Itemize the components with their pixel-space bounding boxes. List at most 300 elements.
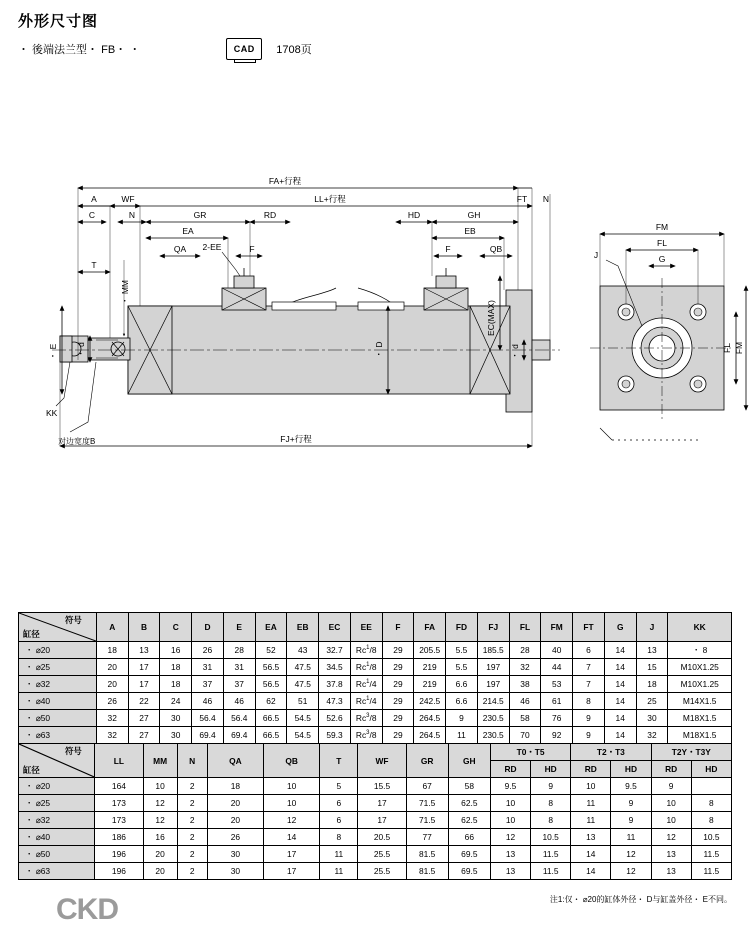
table-cell: 53 xyxy=(541,676,573,693)
row-bore-label: ・ ⌀32 xyxy=(19,812,95,829)
table-cell: 30 xyxy=(207,863,263,880)
table-cell: 196 xyxy=(95,863,143,880)
row-bore-label: ・ ⌀20 xyxy=(19,778,95,795)
table-cell: 43 xyxy=(287,642,319,659)
table-cell: 18 xyxy=(160,659,192,676)
svg-text:RD: RD xyxy=(263,210,277,220)
table-cell: 11 xyxy=(571,812,611,829)
table-cell: 58 xyxy=(509,710,541,727)
row-bore-label: ・ ⌀50 xyxy=(19,846,95,863)
th2-group-t0t5: T0・T5 xyxy=(490,744,570,761)
svg-text:FA+行程: FA+行程 xyxy=(268,176,302,186)
th-EC: EC xyxy=(319,613,351,642)
subtitle-text: ・ 後端法兰型・ FB・ ・ xyxy=(18,44,141,56)
svg-text:FL: FL xyxy=(722,343,732,353)
table-cell: 76 xyxy=(541,710,573,727)
th2-t2yt3y-RD: RD xyxy=(651,761,691,778)
th-E: E xyxy=(223,613,255,642)
table-cell: 13 xyxy=(128,642,160,659)
table-cell: 6 xyxy=(320,812,358,829)
table1-corner-bore: 缸径 xyxy=(23,629,40,639)
footnote: 注1:仅・ ⌀20的缸体外径・ D与缸盖外径・ E不同。 xyxy=(549,895,732,904)
svg-text:・ D: ・ D xyxy=(374,341,384,359)
table-cell: 11.5 xyxy=(531,846,571,863)
table-cell: 11.5 xyxy=(531,863,571,880)
svg-text:F: F xyxy=(249,244,255,254)
table-cell: 20 xyxy=(207,812,263,829)
table-cell: 58 xyxy=(448,778,490,795)
table-cell: 8 xyxy=(691,795,731,812)
cad-icon: CAD xyxy=(226,38,262,60)
table2-corner xyxy=(19,744,95,778)
table-cell: 31 xyxy=(223,659,255,676)
table-cell: 29 xyxy=(382,642,414,659)
table-cell: 32 xyxy=(96,710,128,727)
table-row xyxy=(19,846,732,863)
th2-t0t5-RD: RD xyxy=(490,761,530,778)
table-cell: 5.5 xyxy=(446,659,478,676)
table-cell: 18 xyxy=(207,778,263,795)
table-cell: Rc$^3$/8 xyxy=(350,727,382,744)
svg-text:・ d: ・ d xyxy=(76,342,86,358)
table-cell: 29 xyxy=(382,659,414,676)
table-cell: 20 xyxy=(143,863,177,880)
table-cell: 14 xyxy=(604,727,636,744)
table-cell: 12 xyxy=(611,846,651,863)
table-cell: 186 xyxy=(95,829,143,846)
table-row xyxy=(19,863,732,880)
svg-text:J: J xyxy=(593,250,599,260)
table-cell: 10 xyxy=(571,778,611,795)
table-cell: 17 xyxy=(128,676,160,693)
row-bore-label: ・ ⌀63 xyxy=(19,727,97,744)
th-D: D xyxy=(192,613,224,642)
table-cell: 20 xyxy=(96,676,128,693)
table-cell: 28 xyxy=(223,642,255,659)
th-FT: FT xyxy=(573,613,605,642)
table-cell: 14 xyxy=(264,829,320,846)
th-B: B xyxy=(128,613,160,642)
svg-text:QA: QA xyxy=(173,244,187,254)
table-cell: 9 xyxy=(446,710,478,727)
table-cell: 6.6 xyxy=(446,693,478,710)
table-cell: 34.5 xyxy=(319,659,351,676)
table-row xyxy=(19,710,732,727)
table-cell: M18X1.5 xyxy=(668,727,732,744)
table-cell: 10.5 xyxy=(691,829,731,846)
table-cell: 12 xyxy=(490,829,530,846)
table-cell: 11 xyxy=(446,727,478,744)
table-cell: 47.5 xyxy=(287,659,319,676)
row-bore-label: ・ ⌀40 xyxy=(19,829,95,846)
th2-t2t3-RD: RD xyxy=(571,761,611,778)
th2-WF: WF xyxy=(358,744,406,778)
table-cell: 47.5 xyxy=(287,676,319,693)
row-bore-label: ・ ⌀50 xyxy=(19,710,97,727)
th-FL: FL xyxy=(509,613,541,642)
svg-text:FM: FM xyxy=(734,341,744,355)
svg-text:FJ+行程: FJ+行程 xyxy=(280,434,312,444)
table-cell: 32 xyxy=(509,659,541,676)
table-cell: 26 xyxy=(96,693,128,710)
table-cell: 62 xyxy=(255,693,287,710)
svg-text:对边宽度B: 对边宽度B xyxy=(58,437,96,446)
table-cell: 51 xyxy=(287,693,319,710)
table-cell: 18 xyxy=(636,676,668,693)
svg-text:FL: FL xyxy=(657,238,667,248)
table-cell: M10X1.25 xyxy=(668,659,732,676)
table-cell: 8 xyxy=(531,795,571,812)
table-cell: 38 xyxy=(509,676,541,693)
svg-text:KK: KK xyxy=(46,408,58,418)
table-cell: 52 xyxy=(255,642,287,659)
th2-GH: GH xyxy=(448,744,490,778)
row-bore-label: ・ ⌀32 xyxy=(19,676,97,693)
table-cell: 40 xyxy=(541,642,573,659)
table-cell: 30 xyxy=(160,727,192,744)
table-cell: 12 xyxy=(143,795,177,812)
svg-text:2-EE: 2-EE xyxy=(202,242,222,252)
th-FA: FA xyxy=(414,613,446,642)
table-cell: 185.5 xyxy=(477,642,509,659)
table-cell: ・ 8 xyxy=(668,642,732,659)
svg-text:・ E: ・ E xyxy=(48,343,58,361)
table-cell: 44 xyxy=(541,659,573,676)
table-row xyxy=(19,795,732,812)
table2-corner-bore: 缸径 xyxy=(23,765,40,775)
table-cell: 219 xyxy=(414,676,446,693)
table-cell: 2 xyxy=(177,795,207,812)
th2-T: T xyxy=(320,744,358,778)
th-EA: EA xyxy=(255,613,287,642)
table-cell: 205.5 xyxy=(414,642,446,659)
table-cell: 30 xyxy=(636,710,668,727)
svg-text:N: N xyxy=(542,194,550,204)
table-cell: 6 xyxy=(320,795,358,812)
table-row xyxy=(19,693,732,710)
table-cell: 67 xyxy=(406,778,448,795)
table-cell: 10 xyxy=(651,795,691,812)
table-cell: 17 xyxy=(264,846,320,863)
svg-text:・ d: ・ d xyxy=(510,344,520,360)
table-cell: 62.5 xyxy=(448,795,490,812)
table-cell: 30 xyxy=(160,710,192,727)
row-bore-label: ・ ⌀25 xyxy=(19,659,97,676)
table-cell: 230.5 xyxy=(477,727,509,744)
th-EE: EE xyxy=(350,613,382,642)
table-cell: 66.5 xyxy=(255,710,287,727)
table-cell: 214.5 xyxy=(477,693,509,710)
table-cell: 9 xyxy=(531,778,571,795)
table-cell: 17 xyxy=(358,795,406,812)
dimension-table-2 xyxy=(18,743,732,880)
table-cell: 56.4 xyxy=(223,710,255,727)
table-cell: 9 xyxy=(573,710,605,727)
table-cell: 10.5 xyxy=(531,829,571,846)
table-cell: M14X1.5 xyxy=(668,693,732,710)
table-cell: 25.5 xyxy=(358,846,406,863)
table-cell: 13 xyxy=(571,829,611,846)
th2-QB: QB xyxy=(264,744,320,778)
page-title: 外形尺寸图 xyxy=(18,13,99,30)
table-cell: 10 xyxy=(490,812,530,829)
table-cell: 12 xyxy=(611,863,651,880)
table-cell: 197 xyxy=(477,659,509,676)
table1-corner xyxy=(19,613,97,642)
svg-text:A: A xyxy=(91,194,97,204)
table-cell: 31 xyxy=(192,659,224,676)
table-cell: 7 xyxy=(573,676,605,693)
table-cell: 92 xyxy=(541,727,573,744)
svg-text:G: G xyxy=(658,254,666,264)
table-cell: 2 xyxy=(177,863,207,880)
table-cell: 9 xyxy=(611,812,651,829)
table-cell: 37 xyxy=(223,676,255,693)
th-J: J xyxy=(636,613,668,642)
table-cell: 11 xyxy=(611,829,651,846)
table-cell: 81.5 xyxy=(406,863,448,880)
table-row xyxy=(19,727,732,744)
th2-LL: LL xyxy=(95,744,143,778)
table-cell: 29 xyxy=(382,710,414,727)
table-cell: 7 xyxy=(573,659,605,676)
table-cell: 14 xyxy=(604,676,636,693)
table-cell: 56.5 xyxy=(255,676,287,693)
table-cell: 8 xyxy=(531,812,571,829)
table-cell: 56.5 xyxy=(255,659,287,676)
svg-text:EB: EB xyxy=(464,226,476,236)
table-cell: 37 xyxy=(192,676,224,693)
table-cell: 77 xyxy=(406,829,448,846)
table-cell: 30 xyxy=(207,846,263,863)
table-cell: 9 xyxy=(611,795,651,812)
table-cell: 69.5 xyxy=(448,846,490,863)
table-cell: 17 xyxy=(128,659,160,676)
th2-group-t2yt3y: T2Y・T3Y xyxy=(651,744,731,761)
svg-text:T: T xyxy=(91,260,97,270)
table-cell: 13 xyxy=(636,642,668,659)
th2-t0t5-HD: HD xyxy=(531,761,571,778)
spec-tables xyxy=(18,612,732,880)
table-cell: 9.5 xyxy=(490,778,530,795)
table-cell: 26 xyxy=(207,829,263,846)
th2-group-t2t3: T2・T3 xyxy=(571,744,651,761)
table-cell: 12 xyxy=(143,812,177,829)
cad-page-label: 1708页 xyxy=(276,44,312,56)
th-C: C xyxy=(160,613,192,642)
table2-header-row-1 xyxy=(19,744,732,761)
table-cell: 17 xyxy=(264,863,320,880)
row-bore-label: ・ ⌀63 xyxy=(19,863,95,880)
table-cell: 52.6 xyxy=(319,710,351,727)
svg-text:N: N xyxy=(128,210,136,220)
table-cell: 264.5 xyxy=(414,727,446,744)
svg-text:EA: EA xyxy=(182,226,194,236)
svg-text:EC(MAX): EC(MAX) xyxy=(486,300,496,336)
table-row xyxy=(19,676,732,693)
table-cell: 71.5 xyxy=(406,812,448,829)
table-cell: 10 xyxy=(264,795,320,812)
table-cell: 8 xyxy=(573,693,605,710)
table-cell: Rc$^1$/4 xyxy=(350,693,382,710)
table-cell: 54.5 xyxy=(287,710,319,727)
table-cell: 242.5 xyxy=(414,693,446,710)
svg-text:QB: QB xyxy=(489,244,503,254)
th-FD: FD xyxy=(446,613,478,642)
table-row xyxy=(19,659,732,676)
table2-corner-symbol: 符号 xyxy=(65,746,82,756)
table-cell: 27 xyxy=(128,710,160,727)
table-cell: 54.5 xyxy=(287,727,319,744)
table-cell: 9 xyxy=(651,778,691,795)
row-bore-label: ・ ⌀25 xyxy=(19,795,95,812)
table-cell: 69.5 xyxy=(448,863,490,880)
table-row xyxy=(19,829,732,846)
table-cell: 11 xyxy=(320,846,358,863)
table-cell: 32.7 xyxy=(319,642,351,659)
table-cell: 197 xyxy=(477,676,509,693)
table-cell: 219 xyxy=(414,659,446,676)
svg-text:FT: FT xyxy=(516,194,528,204)
table-cell: 59.3 xyxy=(319,727,351,744)
th-G: G xyxy=(604,613,636,642)
table-cell: 29 xyxy=(382,676,414,693)
table-cell: 26 xyxy=(192,642,224,659)
table-cell: 29 xyxy=(382,693,414,710)
table-cell: 66.5 xyxy=(255,727,287,744)
table-cell: 11.5 xyxy=(691,846,731,863)
table-cell: 25.5 xyxy=(358,863,406,880)
th-FM: FM xyxy=(541,613,573,642)
table-cell: 14 xyxy=(604,710,636,727)
table-cell: 17 xyxy=(358,812,406,829)
table-cell: 11 xyxy=(320,863,358,880)
table-cell: 14 xyxy=(604,659,636,676)
table-cell: 47.3 xyxy=(319,693,351,710)
table-row xyxy=(19,642,732,659)
table-row xyxy=(19,812,732,829)
table-cell: 13 xyxy=(651,846,691,863)
table-cell: M18X1.5 xyxy=(668,710,732,727)
th-F: F xyxy=(382,613,414,642)
table-cell: 230.5 xyxy=(477,710,509,727)
row-bore-label: ・ ⌀40 xyxy=(19,693,97,710)
table-cell: 18 xyxy=(96,642,128,659)
table-cell: 10 xyxy=(651,812,691,829)
th-KK: KK xyxy=(668,613,732,642)
table-cell: 264.5 xyxy=(414,710,446,727)
table-cell: 20.5 xyxy=(358,829,406,846)
table-cell: 69.4 xyxy=(223,727,255,744)
table-cell: 46 xyxy=(192,693,224,710)
table-cell: 20 xyxy=(96,659,128,676)
table-cell: Rc$^1$/4 xyxy=(350,676,382,693)
table-cell: 46 xyxy=(509,693,541,710)
table-cell: 22 xyxy=(128,693,160,710)
table-cell: 56.4 xyxy=(192,710,224,727)
table-cell: 14 xyxy=(604,642,636,659)
table-cell: 16 xyxy=(160,642,192,659)
table-cell: 173 xyxy=(95,812,143,829)
table-cell: 16 xyxy=(143,829,177,846)
table-cell: 2 xyxy=(177,846,207,863)
table-cell: M10X1.25 xyxy=(668,676,732,693)
table-cell: 11 xyxy=(571,795,611,812)
table-cell: 28 xyxy=(509,642,541,659)
th2-QA: QA xyxy=(207,744,263,778)
table-cell: Rc$^1$/8 xyxy=(350,659,382,676)
table-cell: 12 xyxy=(264,812,320,829)
table-cell: 18 xyxy=(160,676,192,693)
table-cell: 37.8 xyxy=(319,676,351,693)
svg-text:GH: GH xyxy=(467,210,481,220)
table-cell: 32 xyxy=(96,727,128,744)
table-cell: 5 xyxy=(320,778,358,795)
table-cell: 10 xyxy=(264,778,320,795)
th2-t2yt3y-HD: HD xyxy=(691,761,731,778)
table-cell: 6 xyxy=(573,642,605,659)
table-cell: 5.5 xyxy=(446,642,478,659)
table-cell: 10 xyxy=(143,778,177,795)
table-cell: 61 xyxy=(541,693,573,710)
table-cell: Rc$^3$/8 xyxy=(350,710,382,727)
table-cell: 69.4 xyxy=(192,727,224,744)
th2-N: N xyxy=(177,744,207,778)
table-cell xyxy=(691,778,731,795)
table-cell: 29 xyxy=(382,727,414,744)
table-cell: 46 xyxy=(223,693,255,710)
table-cell: 9.5 xyxy=(611,778,651,795)
th2-MM: MM xyxy=(143,744,177,778)
th-EB: EB xyxy=(287,613,319,642)
dimension-drawing xyxy=(0,110,750,590)
table-cell: 20 xyxy=(143,846,177,863)
table-cell: 25 xyxy=(636,693,668,710)
table-cell: 14 xyxy=(604,693,636,710)
table-cell: 12 xyxy=(651,829,691,846)
table-cell: 13 xyxy=(651,863,691,880)
dimension-table-1 xyxy=(18,612,732,744)
table-cell: 27 xyxy=(128,727,160,744)
th2-t2t3-HD: HD xyxy=(611,761,651,778)
table-cell: 10 xyxy=(490,795,530,812)
th2-GR: GR xyxy=(406,744,448,778)
table-cell: 2 xyxy=(177,829,207,846)
brand-logo: CKD xyxy=(56,893,118,926)
table-row xyxy=(19,778,732,795)
table-cell: 62.5 xyxy=(448,812,490,829)
th-A: A xyxy=(96,613,128,642)
table-cell: 24 xyxy=(160,693,192,710)
row-bore-label: ・ ⌀20 xyxy=(19,642,97,659)
table-cell: 70 xyxy=(509,727,541,744)
table-cell: 15.5 xyxy=(358,778,406,795)
table1-corner-symbol: 符号 xyxy=(65,615,82,625)
table-cell: 173 xyxy=(95,795,143,812)
svg-text:F: F xyxy=(445,244,451,254)
table-cell: 11.5 xyxy=(691,863,731,880)
table-cell: 2 xyxy=(177,812,207,829)
table-cell: 32 xyxy=(636,727,668,744)
table-cell: 8 xyxy=(691,812,731,829)
table-cell: Rc$^1$/8 xyxy=(350,642,382,659)
table-cell: 14 xyxy=(571,846,611,863)
table-cell: 13 xyxy=(490,863,530,880)
subtitle-row xyxy=(18,38,312,60)
th-FJ: FJ xyxy=(477,613,509,642)
svg-text:LL+行程: LL+行程 xyxy=(314,194,346,204)
table-cell: 8 xyxy=(320,829,358,846)
